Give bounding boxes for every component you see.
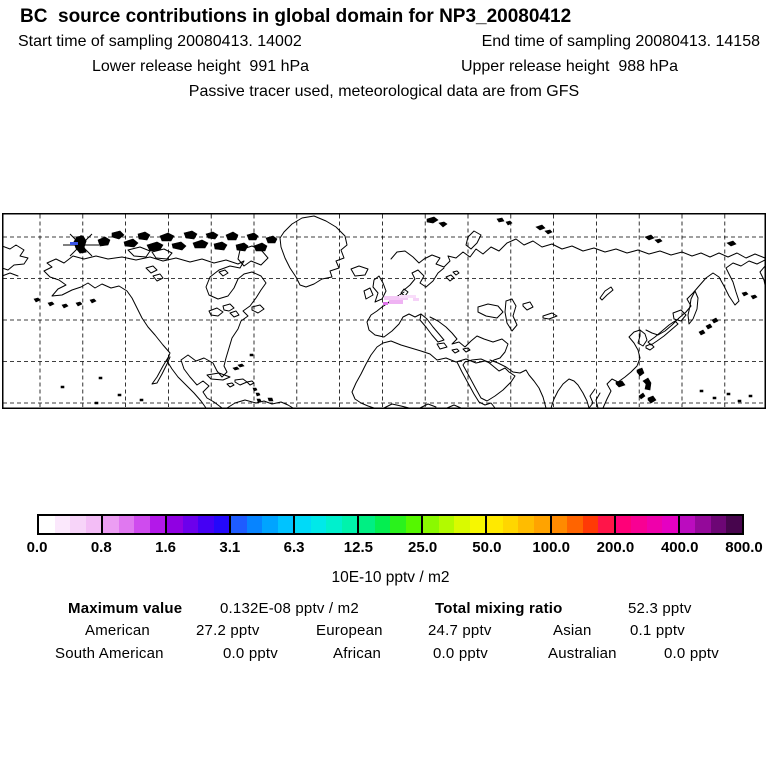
colorbar-cell <box>326 516 342 533</box>
southampton-island <box>219 270 228 276</box>
colorbar-cell <box>485 516 503 533</box>
korea <box>638 330 647 346</box>
region-value: 27.2 pptv <box>196 622 260 639</box>
colorbar-cell <box>567 516 583 533</box>
colorbar-cell <box>357 516 375 533</box>
colorbar-cell <box>454 516 470 533</box>
redsea-horn-of-africa <box>457 362 495 408</box>
balkans-greece-anatolia <box>430 317 508 363</box>
colorbar-cell <box>342 516 358 533</box>
colorbar-cell <box>583 516 599 533</box>
colorbar-cell <box>293 516 311 533</box>
colorbar-tick-label: 0.0 <box>26 539 48 556</box>
colorbar-cell <box>598 516 614 533</box>
arctic-archipelago <box>98 231 277 251</box>
colorbar-cell <box>39 516 55 533</box>
colorbar-cell <box>406 516 422 533</box>
siberia-north-coast <box>391 239 765 267</box>
kuril-islands <box>699 292 757 335</box>
release-heights-line <box>92 58 678 76</box>
colorbar-tick-label: 1.6 <box>155 539 176 556</box>
region-label: Asian <box>553 622 592 639</box>
colorbar-cell <box>518 516 534 533</box>
africa-bottom-fragments <box>384 404 461 408</box>
colorbar-cell <box>198 516 214 533</box>
colorbar-cell <box>70 516 86 533</box>
colorbar-cell <box>278 516 294 533</box>
page-title: BC source contributions in global domain for NP3_20080412 <box>20 6 572 27</box>
colorbar-ticks <box>26 539 763 557</box>
lower-release-text: Lower release height 991 hPa <box>92 58 310 75</box>
colorbar-cell <box>662 516 678 533</box>
colorbar-cell <box>183 516 199 533</box>
colorbar-cell <box>678 516 696 533</box>
colorbar-cell <box>150 516 166 533</box>
colorbar-tick-label: 100.0 <box>532 539 570 556</box>
max-value-label: Maximum value <box>68 600 183 617</box>
colorbar-tick-label: 6.3 <box>283 539 305 556</box>
graticule <box>3 215 765 408</box>
colorbar-cell <box>421 516 439 533</box>
total-ratio-value: 52.3 pptv <box>628 600 692 617</box>
region-label: European <box>316 622 383 639</box>
region-value: 0.0 pptv <box>223 645 278 662</box>
philippines <box>639 378 656 403</box>
colorbar-cell <box>614 516 632 533</box>
colorbar-cell <box>503 516 519 533</box>
colorbar-tick-label: 0.8 <box>90 539 112 556</box>
colorbar-tick-label: 50.0 <box>472 539 502 556</box>
novaya-zemlya <box>466 231 481 249</box>
colorbar-tick-label: 12.5 <box>343 539 373 556</box>
colorbar-cell <box>119 516 135 533</box>
upper-release-text: Upper release height 988 hPa <box>460 58 678 75</box>
world-map-svg <box>2 213 766 409</box>
region-label: South American <box>55 645 164 662</box>
colorbar-cell <box>390 516 406 533</box>
coastline-chukotka-left <box>2 245 28 276</box>
colorbar-cell <box>375 516 391 533</box>
colorbar-cell <box>55 516 71 533</box>
colorbar-cell <box>229 516 247 533</box>
end-time-text: End time of sampling 20080413. 14158 <box>481 33 760 50</box>
canada-lakes <box>146 266 163 281</box>
colorbar-cell <box>711 516 727 533</box>
colorbar-cell <box>165 516 183 533</box>
world-map <box>2 213 766 409</box>
colorbar-cell <box>550 516 568 533</box>
colorbar-cell <box>695 516 711 533</box>
greenland <box>280 216 347 287</box>
region-value: 24.7 pptv <box>428 622 492 639</box>
region-label: American <box>85 622 150 639</box>
hainan-taiwan <box>616 368 644 387</box>
coastline-north-america-west <box>44 271 206 408</box>
colorbar-cell <box>262 516 278 533</box>
colorbar-cell <box>101 516 119 533</box>
coastlines <box>2 216 766 408</box>
baltic-scandinavia <box>401 268 459 296</box>
arabia <box>463 359 515 401</box>
great-lakes <box>209 304 239 317</box>
map-border <box>3 214 766 409</box>
colorbar <box>37 514 744 535</box>
colorbar-cell <box>631 516 647 533</box>
marker-blue-tick <box>70 242 78 245</box>
colorbar-tick-label: 3.1 <box>219 539 241 556</box>
region-value: 0.0 pptv <box>664 645 719 662</box>
max-value-number: 0.132E-08 pptv / m2 <box>220 600 359 617</box>
colorbar-tick-label: 800.0 <box>725 539 763 556</box>
colorbar-cell <box>134 516 150 533</box>
okhotsk-kamchatka-primorye <box>646 260 766 335</box>
colorbar-cell <box>470 516 486 533</box>
region-label: Australian <box>548 645 617 662</box>
region-value: 0.1 pptv <box>630 622 685 639</box>
sampling-times-line <box>18 33 760 51</box>
colorbar-cell <box>726 516 742 533</box>
iran-india-west <box>490 360 546 408</box>
colorbar-cell <box>439 516 455 533</box>
cuba-caribbean <box>207 373 254 387</box>
black-sea <box>478 304 503 318</box>
region-value: 0.0 pptv <box>433 645 488 662</box>
colorbar-tick-label: 200.0 <box>596 539 635 556</box>
region-label: African <box>333 645 382 662</box>
start-time-text: Start time of sampling 20080413. 14002 <box>18 33 302 50</box>
colorbar-cell <box>86 516 102 533</box>
total-ratio-label: Total mixing ratio <box>435 600 563 617</box>
colorbar-tick-label: 25.0 <box>408 539 438 556</box>
tracer-plume-europe <box>383 295 419 305</box>
colorbar-cell <box>311 516 327 533</box>
colorbar-cell <box>214 516 230 533</box>
aleutian-islands <box>34 298 96 308</box>
colorbar-cell <box>534 516 550 533</box>
colorbar-unit-label: 10E-10 pptv / m2 <box>331 569 450 586</box>
india-east-burma <box>551 379 589 408</box>
colorbar-cell <box>247 516 263 533</box>
colorbar-cell <box>647 516 663 533</box>
tracer-note-text: Passive tracer used, meteorological data are from GFS <box>188 83 580 100</box>
colorbar-tick-label: 400.0 <box>660 539 699 556</box>
iceland <box>351 266 368 276</box>
